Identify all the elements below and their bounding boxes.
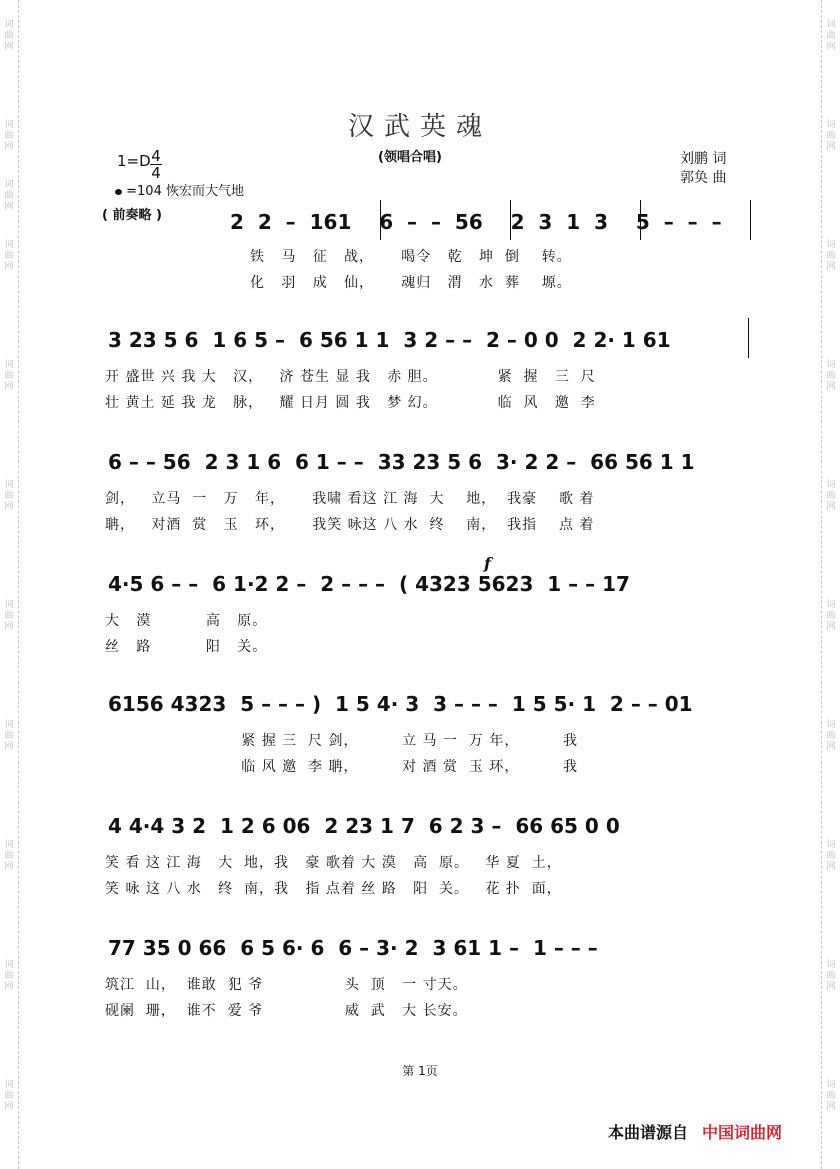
barline (750, 200, 751, 240)
lyric-line: 砚阑 珊， 谁不 爱 爷 威 武 大 长安。 (105, 1003, 468, 1019)
watermark-text: 词曲网 (826, 600, 836, 632)
watermark-text: 词曲网 (4, 180, 14, 212)
watermark-text: 词曲网 (826, 20, 836, 52)
source-site-link[interactable]: 中国词曲网 (702, 1123, 783, 1142)
watermark-text: 词曲网 (826, 480, 836, 512)
barline (510, 200, 511, 240)
lyric-line: 临 风 邀 李 聃， 对 酒 赏 玉 环， 我 (105, 759, 578, 775)
barline (640, 200, 641, 240)
lyric-line: 剑， 立马 一 万 年， 我啸 看这 江 海 大 地， 我豪 歌 着 (105, 491, 595, 507)
watermark-text: 词曲网 (4, 1080, 14, 1112)
watermark-text: 词曲网 (826, 720, 836, 752)
barline (380, 200, 381, 240)
watermark-text: 词曲网 (4, 120, 14, 152)
watermark-text: 词曲网 (4, 240, 14, 272)
tempo-marking (115, 180, 244, 199)
song-title: 汉武英魂 (347, 112, 492, 142)
lyric-line: 紧 握 三 尺 剑， 立 马 一 万 年， 我 (105, 733, 578, 749)
lyric-line: 铁 马 征 战， 喝令 乾 坤 倒 转。 (250, 249, 572, 265)
watermark-text: 词曲网 (4, 720, 14, 752)
time-signature-top: 4 (151, 147, 161, 165)
time-signature (150, 148, 162, 181)
source-credit (608, 1120, 782, 1143)
lyric-line: 丝 路 阳 关。 (105, 639, 268, 655)
notation-line: 4·5 6 – – 6 1·2 2 – 2 – – – ( 4323 5623 1 – – 17 (108, 572, 630, 596)
notation-line: 77 35 0 66 6 5 6· 6 6 – 3· 2 3 61 1 – 1 – – – (108, 936, 598, 960)
notation-line: 2 2 – 161 6 – – 56 2 3 1 3 5 – – – (230, 210, 722, 234)
watermark-text: 词曲网 (4, 840, 14, 872)
quarter-note-icon (115, 189, 122, 195)
watermark-text: 词曲网 (4, 480, 14, 512)
prelude-marking: ( 前奏略 ) (102, 208, 162, 223)
watermark-text: 词曲网 (4, 360, 14, 392)
credits (680, 150, 726, 188)
watermark-text: 词曲网 (826, 360, 836, 392)
notation-line: 6156 4323 5 – – – ) 1 5 4· 3 3 – – – 1 5 5· 1 2 – – 01 (108, 692, 693, 716)
lyric-line: 开 盛世 兴 我 大 汉， 济 苍生 显 我 赤 胆。 紧 握 三 尺 (105, 369, 596, 385)
barline (748, 318, 749, 358)
watermark-text: 词曲网 (4, 960, 14, 992)
dynamic-forte: f (484, 554, 491, 573)
source-label: 本曲谱源自 (608, 1123, 689, 1142)
watermark-text: 词曲网 (4, 600, 14, 632)
key-signature: 1=D (117, 152, 151, 170)
tempo-text: =104 恢宏而大气地 (126, 184, 244, 199)
lyric-line: 笑 看 这 江 海 大 地，我 豪 歌着 大 漠 高 原。 华 夏 土， (105, 855, 562, 871)
lyric-line: 大 漠 高 原。 (105, 613, 268, 629)
lyric-line: 笑 咏 这 八 水 终 南，我 指 点着 丝 路 阳 关。 花 扑 面， (105, 881, 562, 897)
notation-line: 6 – – 56 2 3 1 6 6 1 – – 33 23 5 6 3· 2 2 – 66 56 1 1 (108, 450, 695, 474)
notation-line: 4 4·4 3 2 1 2 6 06 2 23 1 7 6 2 3 – 66 65 0 0 (108, 814, 620, 838)
lyric-line: 化 羽 成 仙， 魂归 渭 水 葬 塬。 (250, 275, 572, 291)
lyric-line: 筑江 山， 谁敢 犯 爷 头 顶 一 寸天。 (105, 977, 468, 993)
watermark-text: 词曲网 (826, 1080, 836, 1112)
left-watermark-strip (0, 0, 19, 1169)
composer: 郭奂 曲 (680, 170, 727, 186)
lyricist: 刘鹏 词 (680, 151, 727, 167)
watermark-text: 词曲网 (826, 120, 836, 152)
time-signature-bottom: 4 (151, 164, 161, 182)
lyric-line: 壮 黄土 延 我 龙 脉， 耀 日月 圆 我 梦 幻。 临 风 邀 李 (105, 395, 596, 411)
page-number: 第 1页 (402, 1064, 438, 1078)
lyric-line: 聃， 对酒 赏 玉 环， 我笑 咏这 八 水 终 南， 我指 点 着 (105, 517, 595, 533)
watermark-text: 词曲网 (826, 960, 836, 992)
watermark-text: 词曲网 (826, 240, 836, 272)
right-watermark-strip (821, 0, 840, 1169)
watermark-text: 词曲网 (826, 840, 836, 872)
song-subtitle: (领唱合唱) (378, 150, 442, 165)
watermark-text: 词曲网 (4, 20, 14, 52)
notation-line: 3 23 5 6 1 6 5 – 6 56 1 1 3 2 – – 2 – 0 0 2 2· 1 61 (108, 328, 671, 352)
